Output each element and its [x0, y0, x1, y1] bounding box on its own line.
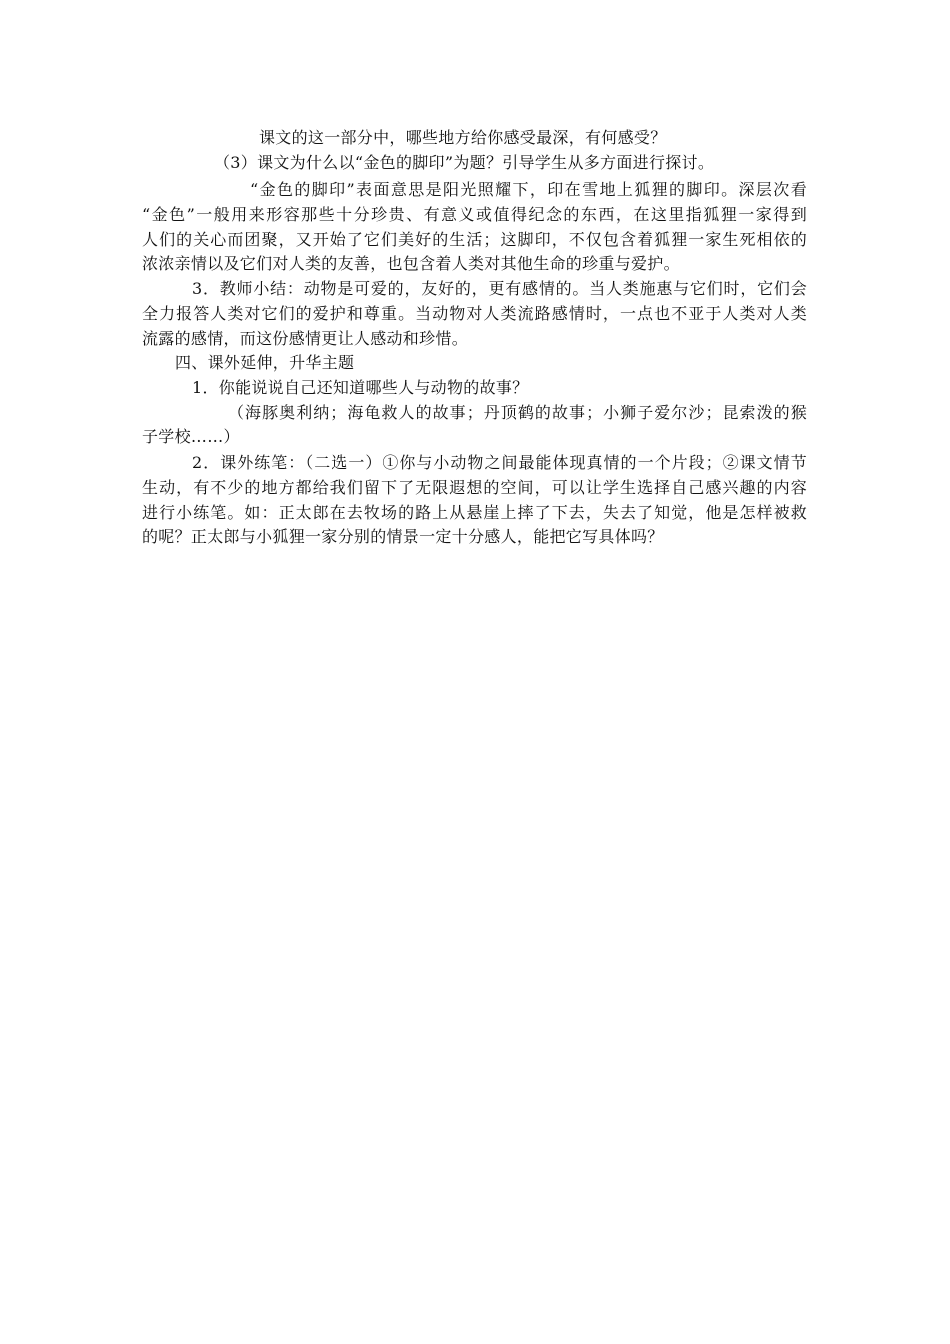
text-line-3: “金色的脚印”表面意思是阳光照耀下，印在雪地上狐狸的脚印。深层次看	[250, 180, 807, 199]
text-line-9: 流露的感情，而这份感情更让人感动和珍惜。	[142, 329, 469, 348]
text-line-17: 的呢？正太郎与小狐狸一家分别的情景一定十分感人，能把它写具体吗？	[142, 527, 664, 546]
text-line-13: 子学校……）	[142, 427, 240, 446]
text-line-15: 生动，有不少的地方都给我们留下了无限遐想的空间，可以让学生选择自己感兴趣的内容	[142, 478, 807, 497]
text-line-14: 2．课外练笔：（二选一）①你与小动物之间最能体现真情的一个片段；②课文情节	[192, 453, 807, 472]
text-line-7: 3．教师小结：动物是可爱的，友好的，更有感情的。当人类施惠与它们时，它们会	[192, 279, 807, 298]
text-line-2: （3）课文为什么以“金色的脚印”为题？引导学生从多方面进行探讨。	[214, 153, 715, 172]
text-line-6: 浓浓亲情以及它们对人类的友善，也包含着人类对其他生命的珍重与爱护。	[142, 254, 680, 273]
text-line-4: “金色”一般用来形容那些十分珍贵、有意义或值得纪念的东西，在这里指狐狸一家得到	[142, 205, 807, 224]
text-line-5: 人们的关心而团聚，又开始了它们美好的生活；这脚印，不仅包含着狐狸一家生死相依的	[142, 230, 807, 249]
text-line-11: 1．你能说说自己还知道哪些人与动物的故事？	[192, 378, 529, 397]
text-line-16: 进行小练笔。如：正太郎在去牧场的路上从悬崖上摔了下去，失去了知觉，他是怎样被救	[142, 503, 807, 522]
text-line-1: 课文的这一部分中，哪些地方给你感受最深，有何感受？	[259, 128, 667, 147]
text-line-12: （海豚奥利纳；海龟救人的故事；丹顶鹤的故事；小狮子爱尔沙；昆索泼的猴	[228, 403, 807, 422]
text-line-8: 全力报答人类对它们的爱护和尊重。当动物对人类流路感情时，一点也不亚于人类对人类	[142, 304, 807, 323]
section-heading-4: 四、课外延伸，升华主题	[175, 353, 355, 372]
